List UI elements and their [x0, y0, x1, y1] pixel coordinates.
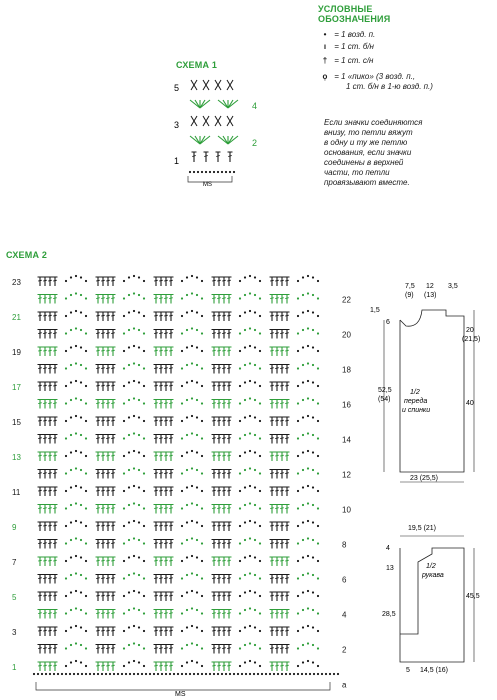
schema2-row-label: 18 [342, 365, 351, 375]
note-line: соединены в верхней [324, 158, 404, 167]
pattern-sleeve [368, 516, 496, 676]
schema2-row-label: 20 [342, 330, 351, 340]
pattern-body [368, 280, 496, 490]
schema2-repeat-label: MS [175, 691, 186, 698]
schema1-row-label: 1 [174, 156, 180, 166]
schema2-row-label: 23 [12, 278, 21, 287]
legend-title-line1: УСЛОВНЫЕ [318, 4, 373, 14]
legend-item-text: = 1 ст. б/н [334, 42, 374, 51]
legend-title [318, 4, 458, 24]
body-left-label: 1,5 [370, 307, 380, 314]
schema2-row-label: 13 [12, 453, 21, 462]
sleeve-top-label: 19,5 (21) [408, 525, 437, 532]
body-right-label: (21,5) [462, 336, 481, 343]
schema2-right-row-labels [342, 296, 351, 690]
body-bottom-label: 23 (25,5) [410, 475, 439, 482]
sleeve-bottom-label: 5 [406, 667, 410, 674]
legend-item-text: = 1 возд. п. [334, 30, 376, 39]
schema2-row-label: 15 [12, 418, 21, 427]
sleeve-caption: 1/2 [426, 563, 436, 570]
legend-item-text: = 1 «пико» (3 возд. п., [334, 72, 416, 81]
schema2-row-label: 3 [12, 628, 17, 637]
schema2-row-label: 19 [12, 348, 21, 357]
schema2-row-label: 16 [342, 400, 351, 410]
double-crochet-icon: † [322, 56, 328, 65]
schema2-row-label: 5 [12, 593, 17, 602]
body-left-label: (54) [378, 396, 391, 403]
single-crochet-icon: ı [323, 42, 327, 51]
legend-item-text-cont: 1 ст. б/н в 1-ю возд. п.) [346, 82, 433, 91]
sleeve-left-label: 13 [386, 565, 394, 572]
note-line: части, то петли [324, 168, 390, 177]
body-top-label: 7,5 [405, 283, 415, 290]
sleeve-right-label: 45,5 [466, 593, 480, 600]
body-top-label: (13) [424, 292, 437, 299]
schema1-symbols [189, 80, 238, 173]
schema2-row-label: 22 [342, 295, 351, 305]
schema1-title: СХЕМА 1 [176, 60, 218, 70]
note-line: основания, если значки [324, 148, 412, 157]
body-right-label: 20 [466, 327, 474, 334]
body-caption: переда [404, 398, 428, 405]
schema2-row-label: 17 [12, 383, 21, 392]
chain-dot-icon: • [323, 30, 327, 39]
schema2-row-label: 4 [342, 610, 347, 620]
legend-title-line2: ОБОЗНАЧЕНИЯ [318, 14, 391, 24]
body-top-label: 12 [426, 283, 434, 290]
body-left-label: 52,5 [378, 387, 392, 394]
schema2-row-label: 6 [342, 575, 347, 585]
body-caption: и спинки [402, 407, 431, 414]
legend-item-text: = 1 ст. с/н [334, 56, 374, 65]
body-caption: 1/2 [410, 389, 420, 396]
schema2-diagram [0, 262, 370, 700]
schema2-row-label: a [342, 680, 347, 690]
sleeve-left-label: 4 [386, 545, 390, 552]
schema1-row-label: 5 [174, 83, 180, 93]
body-right-label: 40 [466, 400, 474, 407]
schema2-row-label: 8 [342, 540, 347, 550]
body-left-label: 6 [386, 319, 390, 326]
schema1-row-label: 3 [174, 120, 180, 130]
schema1-row-label: 4 [252, 101, 258, 111]
schema1-diagram [170, 72, 270, 192]
sleeve-caption: рукава [422, 572, 444, 579]
legend-item-double-crochet [318, 56, 373, 66]
legend-note [324, 118, 444, 188]
note-line: внизу, то петли вяжут [324, 128, 413, 137]
schema2-row-label: 21 [12, 313, 21, 322]
body-top-label: 3,5 [448, 283, 458, 290]
legend-item-chain [318, 30, 375, 40]
sleeve-left-label: 28,5 [382, 611, 396, 618]
legend-item-single-crochet [318, 42, 374, 52]
schema1-row-label: 2 [252, 138, 258, 148]
note-line: Если значки соединяются [324, 118, 423, 127]
sleeve-bottom-label: 14,5 (16) [420, 667, 449, 674]
body-top-label: (9) [405, 292, 414, 299]
schema2-row-label: 2 [342, 645, 347, 655]
schema2-symbols [33, 275, 339, 675]
note-line: провязывают вместе. [324, 178, 410, 187]
schema2-title: СХЕМА 2 [6, 250, 48, 260]
schema2-row-label: 11 [12, 488, 21, 497]
schema2-row-label: 1 [12, 663, 17, 672]
schema2-row-label: 10 [342, 505, 351, 515]
schema2-row-label: 9 [12, 523, 17, 532]
schema2-left-row-labels [12, 278, 21, 672]
schema2-row-label: 7 [12, 558, 17, 567]
picot-icon: ọ [322, 72, 328, 81]
schema2-row-label: 12 [342, 470, 351, 480]
schema2-row-label: 14 [342, 435, 351, 445]
note-line: в одну и ту же петлю [324, 138, 408, 147]
legend-item-picot [318, 72, 415, 82]
schema1-repeat-label: MS [203, 182, 212, 188]
